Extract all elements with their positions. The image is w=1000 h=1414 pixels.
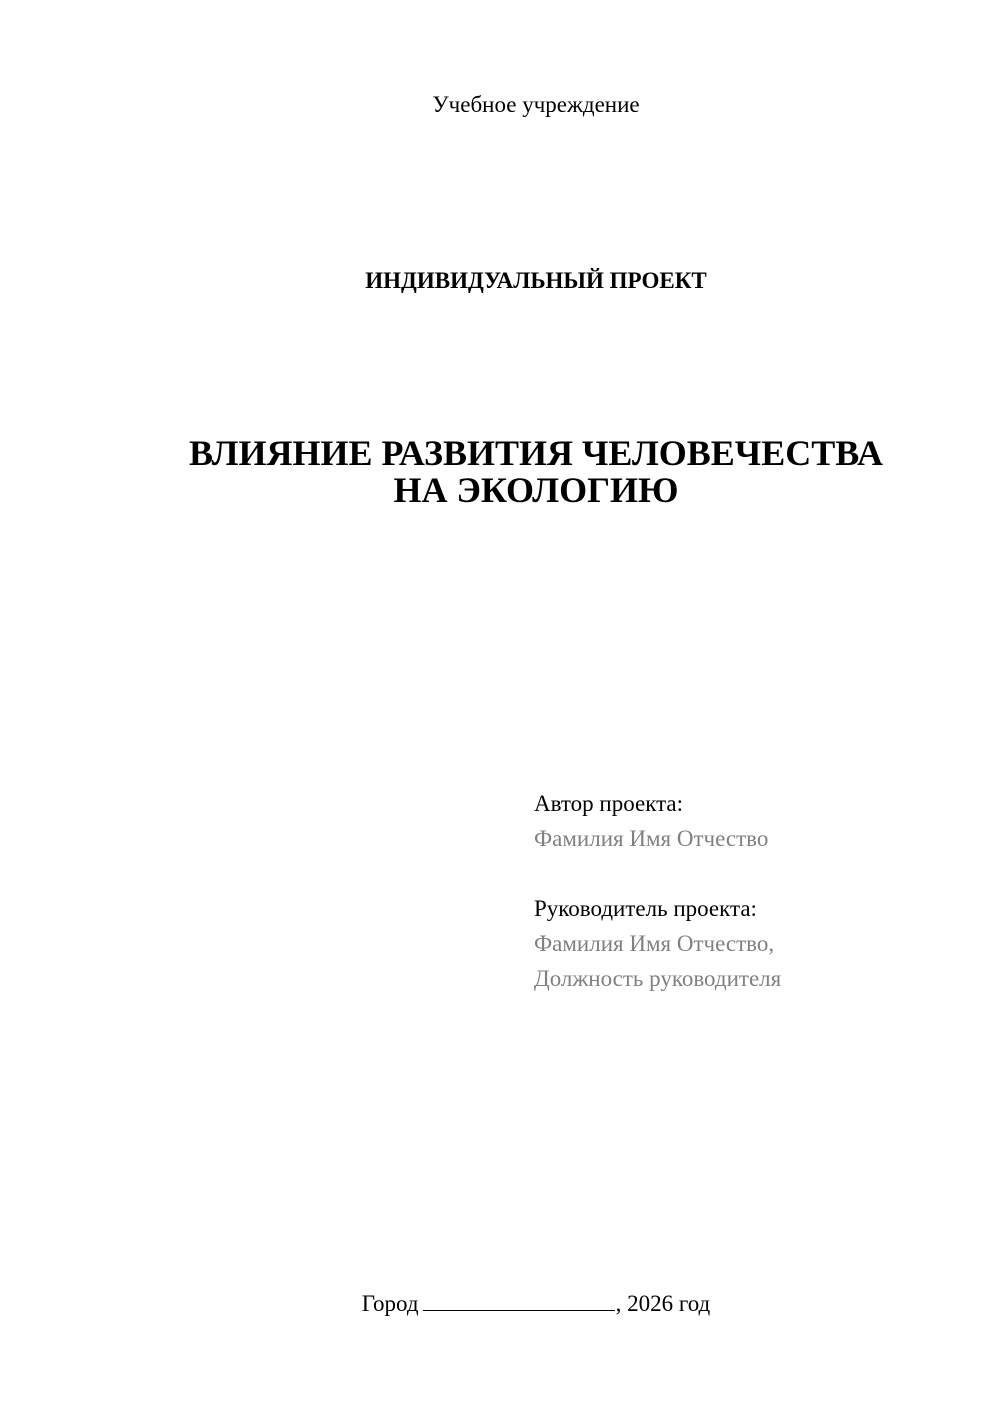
city-label: Город bbox=[361, 1291, 419, 1316]
project-title-line-2: НА ЭКОЛОГИЮ bbox=[393, 470, 679, 510]
footer-city-year bbox=[0, 1288, 1000, 1320]
project-title bbox=[0, 435, 1000, 509]
supervisor-position: Должность руководителя bbox=[534, 966, 782, 991]
project-title-line-1: ВЛИЯНИЕ РАЗВИТИЯ ЧЕЛОВЕЧЕСТВА bbox=[189, 433, 883, 473]
institution-name: Учебное учреждение bbox=[432, 92, 640, 117]
project-type-heading: ИНДИВИДУАЛЬНЫЙ ПРОЕКТ bbox=[365, 268, 707, 293]
year-text: , 2026 год bbox=[615, 1291, 711, 1316]
supervisor-name: Фамилия Имя Отчество, bbox=[534, 931, 775, 956]
author-block bbox=[534, 786, 768, 856]
author-name: Фамилия Имя Отчество bbox=[534, 826, 769, 851]
city-blank-line bbox=[423, 1290, 615, 1311]
supervisor-label: Руководитель проекта: bbox=[534, 896, 757, 921]
supervisor-block bbox=[534, 891, 781, 996]
author-label: Автор проекта: bbox=[534, 791, 683, 816]
